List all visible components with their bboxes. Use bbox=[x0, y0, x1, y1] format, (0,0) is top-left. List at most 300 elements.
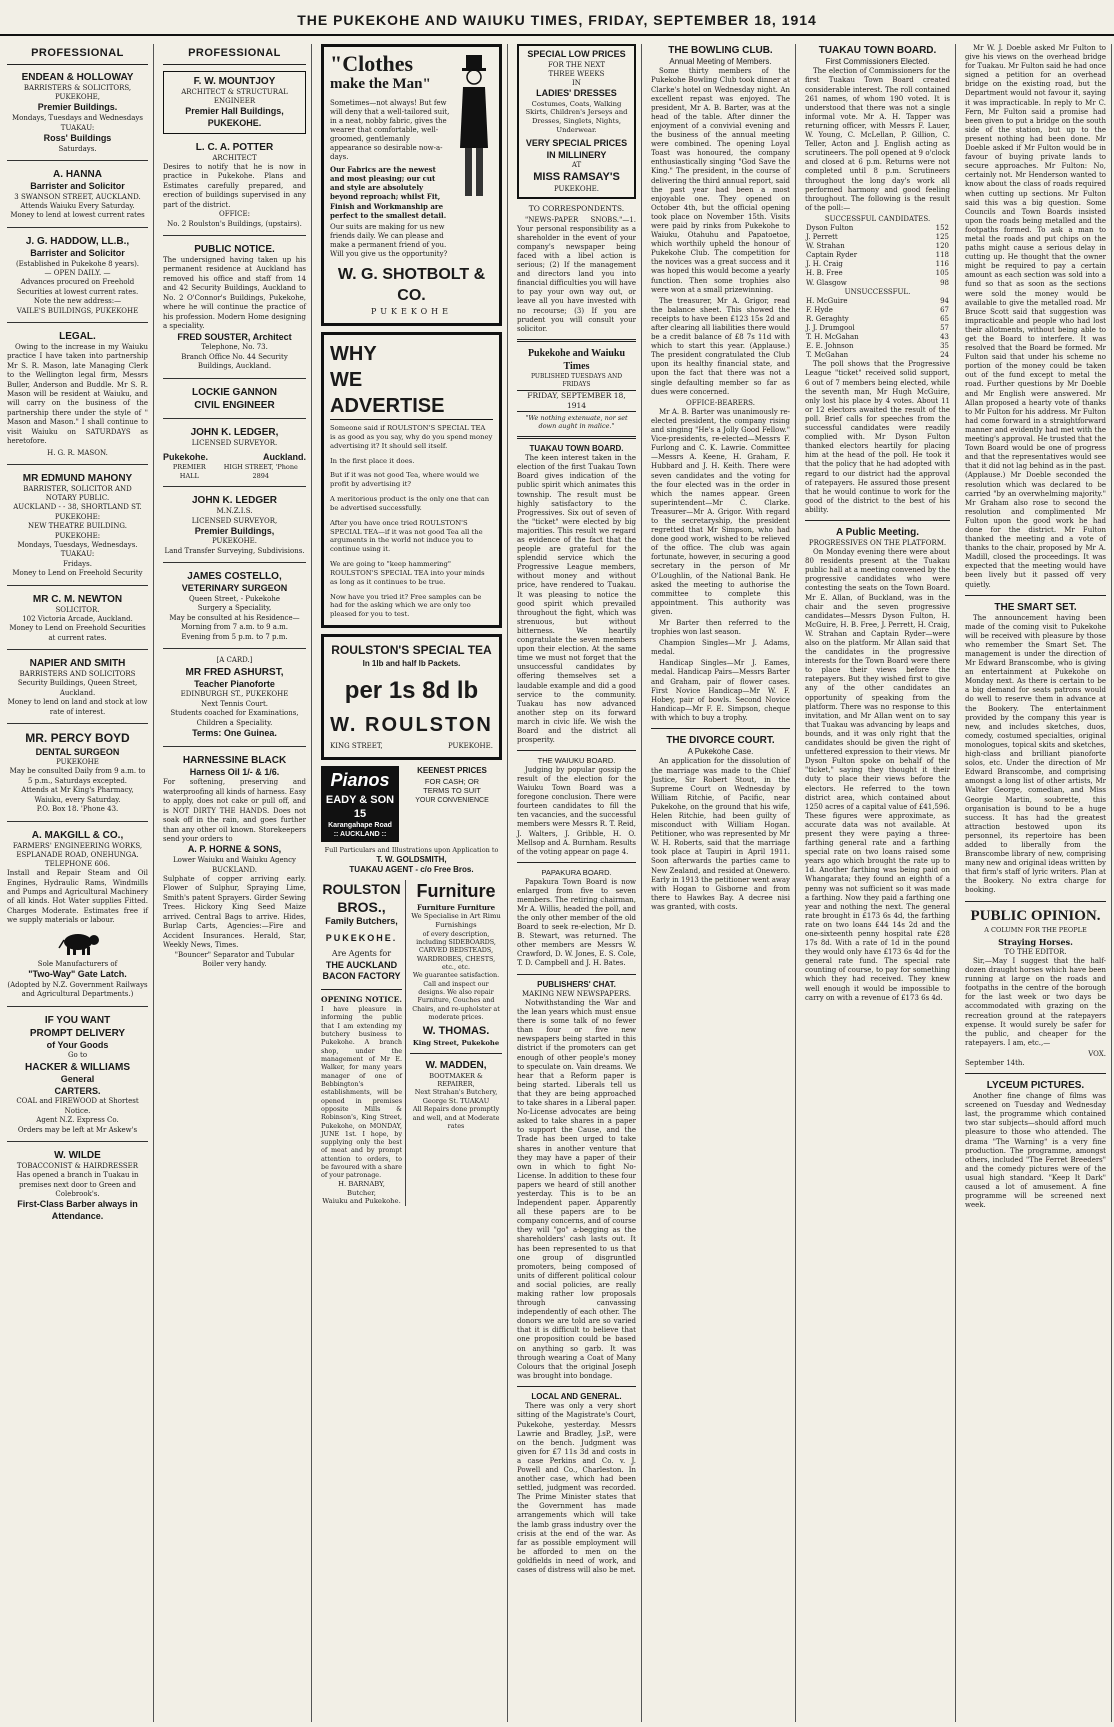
card-body: Install and Repair Steam and Oil Engines, Hydraulic Rams, Windmills and Pumps and Agricultural Machinery of all kinds. Hot Water supplies Fitted. Charges Moderate. Estimates free if we supply materials or labour. bbox=[7, 869, 148, 925]
candidate-votes: 105 bbox=[935, 269, 949, 278]
card-carters: CARTERS. bbox=[54, 1085, 101, 1096]
napier-smith-card bbox=[7, 657, 148, 724]
ad-para-4: A meritorious product is the only one that can be advertised successfully. bbox=[330, 495, 490, 512]
ad-role: Family Butchers, bbox=[325, 916, 398, 927]
card-address: AUCKLAND - - 38, SHORTLAND ST. bbox=[13, 503, 142, 512]
board-sub: First Commissioners Elected. bbox=[825, 57, 930, 66]
card-days: Mondays, Tuesdays, Wednesdays. bbox=[17, 540, 138, 549]
ad-extra: Sulphate of copper arriving early. Flower of Sulphur, Spraying Lime, Smith's patent Sprayers. Girder Sewing Trees. Hickory King Seed Maize arrived. Central Bags to arrive. Hides, Burlap Carts, Agencies:—Fire and Accident Insurances. Herald, Star, Weekly News, Times. bbox=[163, 875, 306, 950]
candidate-votes: 24 bbox=[940, 351, 949, 360]
ad-at: AT bbox=[571, 161, 582, 170]
card-adopted: (Adopted by N.Z. Government Railways and Agricultural Departments.) bbox=[7, 980, 148, 999]
card-name: JAMES COSTELLO, bbox=[187, 571, 282, 583]
card-role: ARCHITECT & STRUCTURAL ENGINEER bbox=[181, 88, 288, 106]
card-role: CIVIL ENGINEER bbox=[194, 399, 275, 411]
column-professional-1 bbox=[2, 44, 154, 1722]
opinion-title: Straying Horses. bbox=[998, 937, 1073, 948]
card-role: Barrister and Solicitor bbox=[30, 181, 125, 192]
ramsay-ad bbox=[517, 44, 636, 199]
ad-items: Costumes, Coats, Walking Skirts, Children's Jerseys and Dresses, Singlets, Nights, Underwear. bbox=[525, 99, 628, 135]
lyceum-body: Another fine change of films was screened on Tuesday and Wednesday last, the programme which contained two star subjects—should afford much pleasure to those who attended. The drama "The Warning" is a very fine production. The programme, amongst others, included "The Ferret Breeders" and the comedy pictures were of the usual high standard. "Keep It Dark" caused a lot of amusement. A fine programme will be screened next week. bbox=[965, 1092, 1106, 1210]
ad-town: PUKEKOHE. bbox=[553, 184, 600, 193]
paper-motto: "We nothing extenuate, nor set down aught in malice." bbox=[525, 413, 628, 431]
column-news-2 bbox=[800, 44, 956, 1722]
card-building: Premier Buildings, bbox=[194, 525, 275, 536]
ad-weeks: THREE WEEKS bbox=[548, 69, 605, 78]
ad-product: ROULSTON'S SPECIAL TEA bbox=[331, 642, 492, 657]
roulston-bros-ad bbox=[321, 880, 406, 1207]
mahony-card bbox=[7, 472, 148, 586]
ad-para-2: In the first place it does. bbox=[330, 456, 415, 465]
board-body: The election of Commissioners for the first Tuakau Town Board created considerable interest. The roll contained 261 names, of whom 190 voted. It is understood that there was not a single informal vote. Mr A. H. Tapper was returning officer, with Messrs F. Lauer, W. Young, C. McLellan, P. Gillion, C. Teller, Acton and J. English acting as scrutineers. The poll opened at 9 o'clock and closed at 6 p.m. Returns were not completed until 8 p.m. Scrutineers throughout the long day's work all performed harmony and good feeling throughout. The following is the result of the poll:— bbox=[805, 67, 950, 212]
ad-address: Lower Waiuku and Waiuku Agency bbox=[173, 856, 296, 865]
opening-heading: OPENING NOTICE. bbox=[321, 995, 402, 1005]
candidate-votes: 116 bbox=[935, 260, 949, 269]
ledger-card-1 bbox=[163, 426, 306, 488]
ad-cash: FOR CASH; OR bbox=[424, 776, 480, 786]
bowling-body: Some thirty members of the Pukekohe Bowling Club took dinner at Clarke's hotel on Wednesday night. An excellent repast was enjoyed. The president, Mr A. B. Barter, was at the head of the table. After dinner the enjoyment of a convivial evening and the business of the annual meeting were combined. The opening Loyal Toast was honoured, the company enthusiastically singing "God Save the King." The president, in the course of delivering the third annual report, said the past year had been a most enjoyable one. They opened on October 4th, but the official opening took place on November 15th. Visits were paid by rinks from Pukekohe to Waiuku, Otahuhu and Papatoetoe, which worthily upheld the honour of Pukekohe Club. The competition for the novices was a great success and it was hoped this would become a yearly function. Then some trophies also were won at a small prizewinning. bbox=[651, 67, 790, 294]
candidate-row bbox=[805, 260, 950, 269]
ad-keen: KEENEST PRICES bbox=[417, 766, 487, 776]
card-evening: Evening from 5 p.m. to 7 p.m. bbox=[181, 632, 288, 641]
ad-price: per 1s 8d lb bbox=[344, 676, 479, 704]
candidate-name: J. H. Craig bbox=[806, 260, 843, 269]
card-saturdays: Saturdays. bbox=[58, 144, 97, 153]
card-address: 102 Victoria Arcade, Auckland. bbox=[22, 614, 133, 623]
paper-published: PUBLISHED TUESDAYS AND FRIDAYS bbox=[530, 372, 622, 388]
successful-heading: SUCCESSFUL CANDIDATES. bbox=[824, 214, 931, 223]
card-general: General bbox=[60, 1073, 95, 1084]
ad-town: PUKEKOHE. bbox=[447, 742, 493, 751]
candidate-row bbox=[805, 315, 950, 324]
correspondents-heading: TO CORRESPONDENTS. bbox=[528, 203, 625, 213]
ad-number: 15 bbox=[353, 807, 367, 820]
bowling-rest: Handicap Singles—Mr J. Eames, medal. Handicap Pairs—Messrs Barter and Graham, pair of flower cases. First Novice Handicap—Mr W. F. Hobey, pair of bowls. Second Novice Handicap—Mr F. E. Simpson, cheque with which to buy a trophy. bbox=[651, 659, 790, 722]
card-name: W. WILDE bbox=[54, 1150, 101, 1162]
candidate-name: W. Strahan bbox=[806, 242, 845, 251]
bowling-body-3: Mr A. B. Barter was unanimously re-elected president, the company rising and singing "He's a Jolly Good Fellow." Vice-presidents, re-elected—Messrs F. Furlong and C. K. Lawrie. Committee—Messrs A. Keene, H. Graham, F. Hubbard and J. H. Keith. There were seven candidates and the voting for the four elected was in the order in which the names appear. Green superintendent—Mr C. Clarke. Treasurer—Mr A. Grigor. With regard to the secretaryship, the president regretted that Mr Simpson, who had done good work, wished to be relieved of the office. The club was again fortunate, however, in securing a good secretary in the person of Mr O'Loughlin, of the National Bank. He asked the meeting to authorise the committee to complete this appointment. This authority was given. bbox=[651, 407, 790, 616]
card-line-1: IF YOU WANT bbox=[44, 1014, 111, 1026]
notice-heading: LEGAL. bbox=[59, 330, 96, 342]
card-town: PUKEKOHE. bbox=[207, 118, 262, 129]
papakura-heading: PAPAKURA BOARD. bbox=[541, 867, 612, 877]
gannon-card bbox=[163, 386, 306, 419]
chat-heading: PUBLISHERS' CHAT. bbox=[537, 979, 616, 989]
candidate-row bbox=[805, 279, 950, 288]
candidate-row bbox=[805, 342, 950, 351]
divorce-heading: THE DIVORCE COURT. bbox=[666, 735, 775, 747]
ad-para-6: We are going to "keep hammering" ROULSTON'S SPECIAL TEA into your minds as long as it continues to be true. bbox=[330, 560, 485, 586]
card-terms: Terms: One Guinea. bbox=[192, 728, 277, 739]
ad-body-2: Our Fabrics are the newest and most pleasing; our cut and style are absolutely beyond reproach; whilst Fit, Finish and Workmanship are perfect to the smallest detail. bbox=[330, 165, 447, 220]
lyceum-heading: LYCEUM PICTURES. bbox=[986, 1080, 1085, 1092]
bowling-champion: Champion Singles—Mr J. Adams, medal. bbox=[651, 639, 790, 657]
candidate-row bbox=[805, 306, 950, 315]
ad-agents: Are Agents for bbox=[331, 949, 392, 959]
ad-heading: SPECIAL LOW PRICES bbox=[527, 49, 626, 59]
candidate-votes: 35 bbox=[940, 342, 949, 351]
paper-title: Pukekohe and Waiuku Times bbox=[527, 347, 626, 372]
ad-body: of every description, including SIDEBOARDS, CARVED BEDSTEADS, WARDROBES, CHESTS, etc., etc. bbox=[416, 929, 496, 972]
card-product: "Two-Way" Gate Latch. bbox=[28, 969, 127, 980]
column-ads bbox=[316, 44, 508, 1722]
chat-sub: MAKING NEW NEWSPAPERS. bbox=[521, 989, 632, 998]
card-orders: Orders may be left at Mr Askew's bbox=[17, 1125, 138, 1134]
card-building: Premier Hall Buildings, bbox=[185, 106, 284, 117]
card-address: EDINBURGH ST., PUKEKOHE bbox=[180, 690, 289, 699]
wilde-card bbox=[7, 1149, 148, 1229]
successful-table bbox=[805, 224, 950, 288]
ad-bacon: BACON FACTORY bbox=[322, 971, 401, 982]
ad-para-7: Now have you tried it? Free samples can be had for the asking which we are only too pleased for you to test. bbox=[330, 592, 482, 619]
card-telephone: TELEPHONE 606. bbox=[44, 859, 111, 868]
column-news-1 bbox=[646, 44, 796, 1722]
ad-miss-ramsay: MISS RAMSAY'S bbox=[533, 171, 620, 184]
card-agent: Agent N.Z. Express Co. bbox=[36, 1116, 119, 1125]
candidate-row bbox=[805, 324, 950, 333]
legal-notice bbox=[7, 330, 148, 465]
ad-para-1: Someone said if ROULSTON'S SPECIAL TEA is as good as you say, why do you spend money advertising it? It should sell itself. bbox=[330, 424, 493, 450]
opinion-signature: VOX. bbox=[1088, 1049, 1106, 1058]
card-role: TOBACCONIST & HAIRDRESSER bbox=[16, 1162, 139, 1171]
ad-word: Pianos bbox=[330, 770, 390, 791]
ad-title-2: make the Man" bbox=[330, 76, 431, 92]
card-name: L. C. A. POTTER bbox=[195, 141, 274, 153]
endean-holloway-card bbox=[7, 71, 148, 161]
bowling-officers: OFFICE-BEARERS. bbox=[686, 398, 755, 407]
ad-title: "Clothes bbox=[330, 51, 414, 76]
ad-separator: "Bouncer" Separator and Tubular Boiler very handy. bbox=[174, 950, 295, 968]
chat-body: Notwithstanding the War and the lean years which must ensue there is some talk of no fewer than four or five new newspapers being started in this district if the promoters can get enough of other people's money to speculate on. Vain dreams. We hear that a Reform paper is being started. Liberals tell us that they are being approached to take shares in a Liberal paper. No-License advocates are being asked to take shares in a paper to support the Cause, and the Trade has been urged to take shares in another venture that they may have a paper of their own in which to fight No-License. In addition to these four papers we heard of still another yesterday. This is to be an Independent paper. Apparently all these papers are to be company concerns, and of course they will "go" a-begging as the shareholders' cash lasts out. It has been represented to us that one group of disgruntled promoters, being composed of units of different political colour and social policies, are really making rather low proposals through canvassing independently of each other. The donors we are told are so varied that it is difficult to believe that one proposition could be based on anything so garb. It was through wearing a Coat of Many Colours that the original Joseph was brought into bondage. bbox=[517, 999, 636, 1380]
card-go-to: Go to bbox=[67, 1051, 88, 1060]
meeting-heading: A Public Meeting. bbox=[836, 526, 919, 538]
card-role: Teacher Pianoforte bbox=[194, 678, 275, 689]
notice-body: Owing to the increase in my Waiuku practice I have taken into partnership Mr S. R. Mason, late Managing Clerk to the Wellington legal firm, Messrs Buller, Anderson and Buddle. Mr S. R. Mason will be resident at Waiuku, and will carry on the business of the partnership there under the style of " Mason and Mason." I shall continue to visit Waiuku on SATURDAYS as heretofore. bbox=[7, 342, 148, 446]
candidate-votes: 118 bbox=[935, 251, 949, 260]
bowling-heading: THE BOWLING CLUB. bbox=[668, 45, 773, 56]
pianos-ad bbox=[321, 766, 502, 842]
ad-agent: T. W. GOLDSMITH, bbox=[376, 854, 447, 864]
opening-town: Waiuku and Pukekohe. bbox=[322, 1197, 401, 1206]
paper-date: FRIDAY, SEPTEMBER 18, 1914 bbox=[517, 390, 636, 412]
card-address: ESPLANADE ROAD, ONEHUNGA. bbox=[16, 850, 139, 859]
hanna-card bbox=[7, 168, 148, 228]
opening-signature: H. BARNABY, bbox=[338, 1179, 385, 1188]
bowling-body-4: Mr Barter then referred to the trophies won last season. bbox=[651, 619, 790, 637]
card-label: [A CARD.] bbox=[216, 656, 253, 665]
card-money: Money to Lend on Freehold Securities at current rates. bbox=[9, 624, 146, 642]
candidate-row bbox=[805, 251, 950, 260]
card-address: Security Buildings, Queen Street, Auckland. bbox=[17, 679, 138, 697]
card-role: ARCHITECT bbox=[212, 153, 257, 162]
waiuku-body: Judging by popular gossip the result of the election for the Waiuku Town Board was a foregone conclusion. There were fourteen candidates to fill the ten vacancies, and the successful members were Messrs R. T. Reid, J. Walters, J. Gribble, H. O. Mellsop and A. Burnham. Results of the voting appear on page 4. bbox=[517, 765, 636, 856]
card-line-2: PROMPT DELIVERY bbox=[29, 1027, 126, 1039]
card-waiuku: Waiuku, every Saturday. bbox=[34, 795, 121, 804]
card-fridays: Fridays. bbox=[63, 559, 92, 568]
column-professional-2 bbox=[158, 44, 312, 1722]
card-address: No. 2 Roulston's Buildings, (upstairs). bbox=[167, 219, 302, 228]
card-pukekohe: Pukekohe. bbox=[163, 451, 209, 462]
ad-firm: ROULSTON BROS., bbox=[322, 880, 401, 915]
card-services: Land Transfer Surveying, Subdivisions. bbox=[164, 546, 305, 555]
section-heading: PROFESSIONAL bbox=[7, 44, 148, 65]
card-role: BARRISTER, SOLICITOR AND NOTARY PUBLIC. bbox=[23, 485, 132, 503]
card-role: BARRISTERS AND SOLICITORS bbox=[19, 670, 136, 679]
ad-ladies: LADIES' DRESSES bbox=[536, 87, 617, 98]
card-po-box: P.O. Box 18. 'Phone 43. bbox=[36, 805, 119, 814]
ad-firm: W. THOMAS. bbox=[422, 1025, 490, 1038]
ad-firm: W. ROULSTON bbox=[330, 714, 493, 737]
candidate-row bbox=[805, 233, 950, 242]
ad-in: IN bbox=[572, 78, 581, 87]
smart-heading: THE SMART SET. bbox=[994, 601, 1077, 613]
notice-telephone: Telephone, No. 73. bbox=[201, 343, 268, 352]
candidate-row bbox=[805, 269, 950, 278]
local-heading: LOCAL AND GENERAL. bbox=[531, 1391, 622, 1401]
candidate-votes: 125 bbox=[935, 233, 949, 242]
ad-street: KING STREET, bbox=[330, 742, 383, 751]
editorial-heading: TUAKAU TOWN BOARD. bbox=[529, 443, 624, 453]
ad-town: PUKEKOHE. bbox=[325, 932, 398, 943]
divorce-sub: A Pukekohe Case. bbox=[687, 747, 754, 757]
madden-body: All Repairs done promptly and well, and at Moderate rates bbox=[412, 1105, 500, 1131]
card-address: VAILE'S BUILDINGS, PUKEKOHE bbox=[16, 306, 139, 315]
ad-firm: W. G. SHOTBOLT & CO. bbox=[337, 266, 486, 304]
bowling-sub: Annual Meeting of Members. bbox=[669, 57, 772, 66]
opinion-date: September 14th. bbox=[965, 1058, 1025, 1067]
card-name: MR EDMUND MAHONY bbox=[22, 473, 133, 485]
ad-terms: TERMS TO SUIT bbox=[423, 786, 481, 796]
ad-guarantee: We guarantee satisfaction. Call and inspect our designs. We also repair Furniture, Couches and Chairs, and re-upholster at moderate prices. bbox=[412, 971, 500, 1022]
ad-body: For softening, preserving and waterproofing all kinds of harness. Easy to apply, does not cake or pull off, and is NOT DIRTY THE HANDS. Does not soak off in the rain, and goes further than any other oil known. Storekeepers send your orders to bbox=[163, 778, 306, 844]
notice-body: The undersigned having taken up his permanent residence at Auckland has removed his office and staff from 14 and 42 Security Buildings, Auckland to No. 2 O'Connor's Buildings, Pukekohe, where he will continue the practice of his profession. Modern Home designing a speciality. bbox=[163, 256, 306, 331]
card-name: JOHN K. LEDGER, bbox=[190, 426, 279, 438]
ad-very: VERY SPECIAL PRICES bbox=[525, 137, 628, 148]
candidate-name: W. Glasgow bbox=[806, 278, 847, 287]
ad-sub: Furniture Furniture bbox=[416, 903, 496, 913]
shotbolt-ad bbox=[321, 44, 502, 326]
ad-town: PUKEKOHE bbox=[371, 306, 452, 316]
card-name: MR C. M. NEWTON bbox=[32, 593, 123, 605]
divorce-body: An application for the dissolution of the marriage was made to the Chief Justice, Sir Robert Stout, in the Supreme Court on Wednesday by William Ritchie, of Pacific, near Pukekohe, on the ground that his wife, Helen Ritchie, had been guilty of misconduct with William Hogan. Petitioner, who was represented by Mr W. H. Roberts, said that the marriage took place at Taupiri in April 1911. Soon afterwards the parties came to New Zealand, and resided at Onewero. Early in 1913 the petitioner went away with Hogan to Gisborne and from there to Hawkes Bay. A decree nisi was granted, with costs. bbox=[651, 757, 790, 911]
card-building: NEW THEATRE BUILDING. bbox=[27, 522, 127, 531]
card-note: Note the new address:— bbox=[33, 297, 122, 306]
candidate-name: Captain Ryder bbox=[806, 251, 858, 260]
card-pukekohe-2: PUKEKOHE: bbox=[54, 531, 101, 540]
card-office: Premier Buildings. bbox=[37, 102, 118, 113]
card-money: Money to lend on land and stock at low rate of interest. bbox=[7, 698, 148, 716]
card-established: (Established in Pukekohe 8 years). bbox=[15, 259, 140, 268]
ad-packs: In 1lb and half lb Packets. bbox=[362, 658, 461, 668]
board-after: The poll shows that the Progressive League "ticket" received solid support, 6 out of 7 members being elected, while the seventh man, Mr Hugh McGuire, only lost his place by 4 votes. About 11 or 12 electors awaited the result of the poll. Brief calls for speeches from the successful candidates were readily complied with. Mr Dyson Fulton thanked electors heartily for placing him at the head of the poll. He took it that the policy that he had adopted with regard to our district had the approval of ratepayers. He assured those present that he would continue to work for the good of the district to the best of his ability. bbox=[805, 360, 950, 514]
opening-role: Butcher, bbox=[347, 1188, 376, 1197]
notice-branch: Branch Office No. 44 Security Buildings, Auckland. bbox=[181, 352, 288, 371]
candidate-row bbox=[805, 242, 950, 251]
candidate-name: E. E. Johnson bbox=[806, 342, 854, 351]
gentleman-icon bbox=[455, 53, 493, 203]
board-heading: TUAKAU TOWN BOARD. bbox=[818, 45, 937, 56]
column-news-3 bbox=[960, 44, 1112, 1722]
ashurst-card bbox=[163, 656, 306, 747]
madden-name: W. MADDEN, bbox=[425, 1059, 487, 1071]
notice-signature: H. G. R. MASON. bbox=[47, 448, 108, 457]
card-pukekohe: PUKEKOHE: bbox=[54, 512, 101, 521]
potter-card bbox=[163, 141, 306, 236]
candidate-row bbox=[805, 297, 950, 306]
ad-firm: EADY & SON bbox=[325, 793, 395, 806]
card-high-street: HIGH STREET, 'Phone 2894 bbox=[223, 463, 298, 480]
makgill-card bbox=[7, 829, 148, 1007]
card-name: MR. PERCY BOYD bbox=[25, 730, 130, 745]
correspondents-body: "NEWS-PAPER SNOBS."—1. Your personal responsibility as a shareholder in the event of your company's newspaper being faced with a libel action is serious; (2) If the management and directors land you into financial difficulties you will have to pay your own way out, or leave all you have invested with no recourse; (3) If you are prudent you will consult your solicitor. bbox=[517, 215, 636, 333]
card-name: LOCKIE GANNON bbox=[192, 386, 277, 398]
costello-card bbox=[163, 570, 306, 649]
waiuku-heading: THE WAIUKU BOARD. bbox=[537, 756, 616, 766]
candidate-name: H. B. Free bbox=[806, 269, 843, 278]
papakura-body: Papakura Town Board is now enlarged from five to seven members. The retiring chairman, Mr A. Willis, headed the poll, and the only other member of the old Board to seek re-election, Mr D. B. Stewart, was returned. The other members are Messrs W. Crawford, D. W. Jones, E. S. Cole, T. D. Campbell and J. H. Bates. bbox=[517, 877, 636, 968]
candidate-votes: 67 bbox=[940, 305, 949, 314]
card-role: BARRISTERS & SOLICITORS, bbox=[23, 84, 132, 93]
column-editorial bbox=[512, 44, 642, 1722]
percy-boyd-card bbox=[7, 731, 148, 822]
card-name: ENDEAN & HOLLOWAY bbox=[21, 72, 134, 84]
opening-body: I have pleasure in informing the public that I am extending my butchery business to Pukekohe. A branch shop, under the management of Mr E. Walker, for many years manager of one of Bebbington's establishments, will be opened in premises opposite Mills & Robinson's, King Street, Pukekohe, on MONDAY, JUNE 1st. I hope, by supplying only the best of meat and by prompt attention to orders, to be favoured with a share of your patronage. bbox=[321, 1004, 402, 1180]
card-tuakau: TUAKAU: bbox=[60, 550, 95, 559]
card-role: LICENSED SURVEYOR. bbox=[191, 438, 278, 447]
ad-maker: A. P. HORNE & SONS, bbox=[187, 844, 282, 855]
card-body: Has opened a branch in Tuakau in premises next door to Green and Colebrook's. bbox=[16, 1171, 139, 1199]
card-days: Mondays, Tuesdays and Wednesdays bbox=[12, 114, 143, 123]
ad-speciality: We Specialise in Art Rimu Furnishings bbox=[411, 912, 501, 929]
candidate-votes: 57 bbox=[940, 324, 949, 333]
card-name: J. G. HADDOW, LL.B., bbox=[25, 235, 130, 247]
ad-para-3: But if it was not good Tea, where would we profit by advertising it? bbox=[330, 471, 479, 489]
card-role: VETERINARY SURGEON bbox=[181, 583, 288, 594]
harnessine-ad bbox=[163, 754, 306, 976]
ad-for: FOR THE NEXT bbox=[547, 60, 606, 69]
madden-address: Next Strahan's Butchery, George St. TUAKAU bbox=[414, 1088, 498, 1105]
candidate-name: J. Perrett bbox=[806, 233, 838, 242]
card-money: Money to Lend on Freehold Security bbox=[12, 569, 143, 578]
card-consult: May be consulted at his Residence— bbox=[169, 613, 300, 622]
candidate-name: J. J. Drumgool bbox=[806, 324, 855, 333]
card-building: Ross' Buildings bbox=[43, 133, 112, 144]
card-role: FARMERS' ENGINEERING WORKS, bbox=[12, 841, 143, 850]
card-name: F. W. MOUNTJOY bbox=[193, 76, 276, 88]
unsuccessful-table bbox=[805, 297, 950, 361]
candidate-votes: 98 bbox=[940, 278, 949, 287]
card-coal: COAL and FIREWOOD at Shortest Notice. bbox=[16, 1097, 139, 1115]
doeble-body: Mr W. J. Doeble asked Mr Fulton to give his views on the overhead bridge for Tuakau. Mr Fulton said he had once signed a petition for an overhead bridge on the existing road, but the Department would not favour it, saying it was impracticable. In reply to Mr C. Fern, Mr Fulton said a promise had been given to put a bridge on the south side of the station, but up to the present nothing had been done. Mr Doeble asked if Mr Fulton would be in favour of buying private lands to secure approaches. Mr Fulton: No, certainly not. Mr Henderson wanted to know about the class of roads required when cutting up sections. Mr Fulton said this was a big question. Some Councils and Town Boards insisted upon the roads being metalled and the footpaths formed. To ask a man to metal the roads and put chips on the paths might cause a serious delay in cutting up. He thought that the owner might be required to pay a certain amount as each section was sold into a fund so that as soon as the sections were sold the money would be available to give the metalled road. Mr Bruce Scott said that suggestion was impracticable and people who had lost their allotments, without being able to get the Board to interfere. It was resolved that the Board be formed. Mr Fulton said that under his scheme no portion of the money could be taken out of the fund except to metal the road. Further questions by Mr Doeble and Mr English were answered. Mr Allan proposed a hearty vote of thanks to Mr Fulton for his address. Mr Fulton had come forward in a straightforward manner and evidently had met with the meeting's approval. He trusted that the Town Board would be one of progress and that the representatives would see that it did not lag behind as in the past. (Applause.) Mr Doeble seconded the resolution which was declared to be carried "by an overwhelming majority." Mr Graham also rose to second the resolution and complimented Mr Fulton upon the good work he had done for the district. Mr Fulton thanked the meeting and a vote of thanks to the chair, proposed by Mr A. Madill, closed the proceedings. It was expected that the meeting would have been lively but it passed off very quietly. bbox=[965, 44, 1106, 589]
card-body: Students coached for Examinations, Children a Speciality. bbox=[170, 709, 299, 727]
card-line-3: of Your Goods bbox=[46, 1039, 109, 1050]
card-role: Barrister and Solicitor bbox=[30, 247, 125, 258]
bowling-body-2: The treasurer, Mr A. Grigor, read the balance sheet. This showed the receipts to have been £123 15s 2d and after clearing all liabilities there would be a credit balance of £8 7s 11d with which to start this year. (Applause.) The president congratulated the Club upon its healthy financial state, and upon the fact that there was not a single defaulting member so far as dues were concerned. bbox=[651, 296, 790, 396]
card-morning: Morning from 7 a.m. to 9 a.m. bbox=[180, 623, 289, 632]
meeting-body: On Monday evening there were about 80 residents present at the Tuakau public hall at a meeting convened by the progressive candidates who were contesting the seats on the Town Board. Mr E. Allan, of Buckland, was in the chair and the seven progressive candidates—Messrs Dyson Fulton, H. McGuire, H. B. Free, J. Perrett, H. Craig, W. Strahan and Captain Ryder—were also on the platform. Mr Allan said that the candidates in the progressive interests for the Town Board were there to place their views before the ratepayers. But they wished first to give any of the other candidates an opportunity of speaking from the platform. There was no response to this invitation, and Mr Allan went on to say that Tuakau was advancing by leaps and bounds, and it was only right that the candidates should be given the right of unfettered expression to their views. Mr Dyson Fulton spoke on behalf of the "ticket," saying they thought it their duty to place their views before the electors. He referred to the town district area, which contained about 1250 acres of a capital value of £41,596. These figures were approximate, as accurate data was not available. At present they were paying a three-farthing general rate and a farthing special rate on two loans raised some years ago which brought the rate up to 1d. Another farthing was being paid on Whangarata; they found an eighth of a penny was not sufficient so it was made a farthing. Now they paid a farthing one year and nothing the next. The general rate brought in £173 6s 4d, the farthing rate on two loans £44 14s 2d and the one-sixteenth penny hospital rate £28 17s 8d. With a rate of 1d in the pound they would only have £173 6s 4d for the general rate fund. The special rate counting of course, to pay for something which they had received. They knew well enough it would be impossible to carry on with a revenue of £173 6s 4d. bbox=[805, 548, 950, 1002]
ad-particulars: Full Particulars and Illustrations upon Application to bbox=[324, 846, 499, 855]
ad-town: BUCKLAND. bbox=[211, 865, 258, 874]
candidate-votes: 94 bbox=[940, 296, 949, 305]
card-town: PUKEKOHE. bbox=[211, 537, 258, 546]
candidate-row bbox=[805, 333, 950, 342]
ad-address: King Street, Pukekohe bbox=[412, 1038, 500, 1047]
card-name: NAPIER AND SMITH bbox=[29, 658, 126, 670]
candidate-name: R. Geraghty bbox=[806, 314, 849, 323]
candidate-votes: 152 bbox=[935, 223, 949, 232]
card-sole: Sole Manufacturers of bbox=[37, 959, 118, 968]
unsuccessful-heading: UNSUCCESSFUL. bbox=[844, 287, 911, 296]
candidate-name: Dyson Fulton bbox=[806, 223, 854, 232]
madden-role: BOOTMAKER & REPAIRER, bbox=[429, 1071, 483, 1088]
card-name: JOHN K. LEDGER bbox=[191, 495, 277, 507]
ad-road: Karangahape Road bbox=[328, 822, 392, 830]
candidate-name: F. Hyde bbox=[806, 305, 833, 314]
card-role: SOLICITOR. bbox=[55, 605, 100, 614]
card-office: OFFICE: bbox=[218, 210, 251, 219]
card-name: HACKER & WILLIAMS bbox=[25, 1061, 130, 1073]
souster-notice bbox=[163, 243, 306, 379]
notice-heading: PUBLIC NOTICE. bbox=[194, 244, 275, 256]
card-advances: Advances procured on Freehold Securities at lowest current rates. bbox=[16, 278, 139, 296]
mountjoy-card bbox=[163, 71, 306, 134]
candidate-votes: 65 bbox=[940, 314, 949, 323]
masthead: THE PUKEKOHE AND WAIUKU TIMES, FRIDAY, SEPTEMBER 18, 1914 bbox=[0, 6, 1114, 36]
ad-line-3: ADVERTISE bbox=[330, 393, 493, 420]
bull-icon bbox=[56, 930, 100, 956]
card-body: Desires to notify that he is now in practice in Pukekohe. Plans and Estimates carefully prepared, and erection of buildings supervised in any part of the district. bbox=[163, 162, 306, 209]
card-name: A. MAKGILL & CO., bbox=[31, 829, 124, 841]
candidate-votes: 120 bbox=[935, 242, 949, 251]
hacker-williams-card bbox=[7, 1014, 148, 1142]
haddow-card bbox=[7, 235, 148, 323]
card-place: PUKEKOHE bbox=[56, 758, 99, 767]
ad-line-1: WHY bbox=[330, 343, 377, 366]
card-tagline: First-Class Barber always in Attendance. bbox=[17, 1199, 138, 1222]
section-heading: PROFESSIONAL bbox=[163, 44, 306, 65]
ad-millinery: IN MILLINERY bbox=[546, 149, 607, 160]
card-name: MR FRED ASHURST, bbox=[185, 666, 284, 678]
opinion-heading: PUBLIC OPINION. bbox=[970, 907, 1101, 924]
opinion-sub: A COLUMN FOR THE PEOPLE bbox=[984, 926, 1087, 935]
ad-para-5: After you have once tried ROULSTON'S SPECIAL TEA—if it was not good Tea all the arguments in the world not induce you to continue using it. bbox=[330, 518, 483, 554]
card-town: TUAKAU: bbox=[60, 123, 95, 132]
card-name: A. HANNA bbox=[53, 169, 102, 181]
ledger-card-2 bbox=[163, 494, 306, 563]
card-open: — OPEN DAILY. — bbox=[44, 268, 111, 277]
ad-line-2: WE bbox=[330, 369, 363, 392]
why-advertise-ad bbox=[321, 332, 502, 628]
card-address: Queen Street, - Pukekohe bbox=[188, 594, 281, 603]
editorial-body: The keen interest taken in the election of the first Tuakau Town Board gives indication of the public spirit which animates this township. The result must be highly satisfactory to the Progressives. Six out of seven of the "ticket" were elected by big majorities. This result we regard as evidence of the fact that the people are grateful for the splendid service which the Progressive League members, without money and without price, have rendered to Tuakau. It was pleasing to notice the good spirit which prevailed throughout the fight, which was strenuous, but without bitterness. We heartily congratulate the seven members upon their election. At the same time we must not forget that the unsuccessful candidates by offering themselves set a laudable example and did a good service to the community. Tuakau has now advanced another step on its forward march in civic life. We wish the Board and the district all prosperity. bbox=[517, 454, 636, 745]
local-body: There was only a very short sitting of the Magistrate's Court, Pukekohe, yesterday. Messrs Lawrie and Bradley, J.sP., were on the bench. Judgment was given for £7 11s 3d and costs in a case Perkins and Co. v. J. Powell and Co., Charleston. In another case, which had been settled, judgment was recorded. The Prime Minister states that the Government has made arrangements which will take the lamb grass industry over the crisis at the end of the war. As far as possible employment will be afforded to men on the goldfields in need of work, and cases of distress will also be met. bbox=[517, 1402, 636, 1575]
card-attends: Attends at Mr King's Pharmacy, bbox=[21, 786, 134, 795]
ad-title: Furniture bbox=[416, 880, 496, 901]
meeting-sub: PROGRESSIVES ON THE PLATFORM. bbox=[808, 538, 947, 547]
ad-body: Sometimes—not always! But few will deny that a well-tailored suit, in a neat, nobby fabric, gives the wearer that comfortable, well-groomed, gentlemanly appearance so desirable now-a-days. bbox=[330, 98, 450, 162]
candidate-name: H. McGuire bbox=[806, 296, 848, 305]
candidate-row bbox=[805, 224, 950, 233]
ad-name: HARNESSINE BLACK bbox=[182, 754, 287, 766]
card-place: PUKEKOHE, bbox=[54, 93, 101, 102]
opinion-body: Sir,—May I suggest that the half-dozen draught horses which have been running at large on the roads and footpaths in the centre of the borough for the last week or two days be accommodated with grazing on the recreation ground at the ratepayers expense. It would surely be safer for the public, and cheaper for the ratepayers. I am, etc.,— bbox=[965, 956, 1106, 1047]
candidate-row bbox=[805, 351, 950, 360]
card-money: Money to lend at lowest current rates bbox=[10, 211, 145, 220]
card-auckland: Auckland. bbox=[262, 451, 306, 462]
card-degree: M.N.Z.I.S. bbox=[216, 507, 253, 516]
ad-body-3: Our suits are making for us new friends daily. We can please and make a permanent friend of you. Will you give us the opportunity? bbox=[330, 222, 448, 258]
notice-name: FRED SOUSTER, Architect bbox=[177, 331, 292, 342]
